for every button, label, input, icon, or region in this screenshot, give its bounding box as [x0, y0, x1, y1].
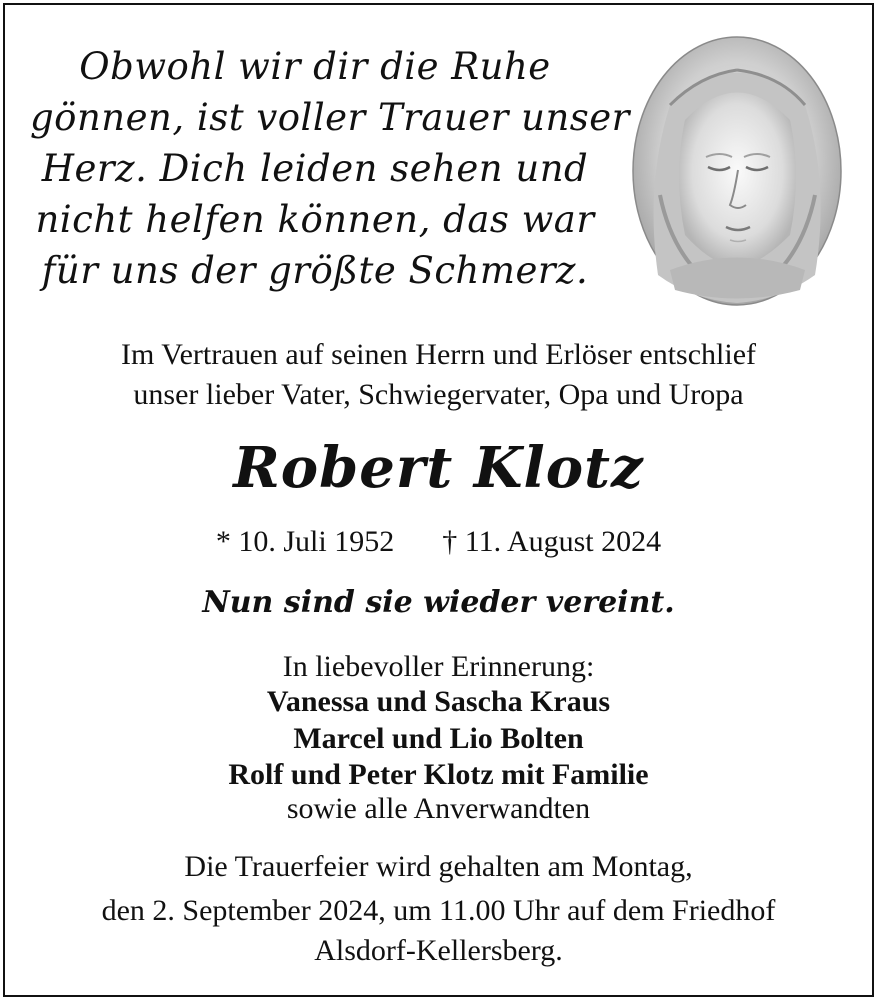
poem-line: Herz. Dich leiden sehen und: [41, 147, 589, 190]
poem: [30, 41, 630, 296]
obituary-notice: [3, 3, 874, 997]
intro-line: Im Vertrauen auf seinen Herrn und Erlöser entschlief: [120, 338, 757, 371]
mourners-heading: In liebevoller Erinnerung:: [282, 650, 595, 683]
service-line: Alsdorf-Kellersberg.: [314, 934, 563, 967]
mourner-name: Rolf und Peter Klotz mit Familie: [228, 758, 649, 791]
intro-line: unser lieber Vater, Schwiegervater, Opa und Uropa: [133, 378, 744, 411]
service-line: den 2. September 2024, um 11.00 Uhr auf dem Friedhof: [101, 894, 776, 927]
mourners-closing: sowie alle Anverwandten: [286, 792, 591, 825]
deceased-name: Robert Klotz: [233, 435, 644, 501]
birth-date: * 10. Juli 1952: [215, 525, 395, 558]
mourner-name: Marcel und Lio Bolten: [293, 722, 584, 755]
poem-line: Obwohl wir dir die Ruhe: [79, 45, 551, 88]
mourner-name: Vanessa und Sascha Kraus: [266, 685, 611, 718]
motto: Nun sind sie wieder vereint.: [202, 585, 675, 620]
service-line: Die Trauerfeier wird gehalten am Montag,: [184, 850, 693, 883]
poem-line: nicht helfen können, das war: [35, 198, 595, 241]
death-date: † 11. August 2024: [442, 525, 662, 558]
poem-line: für uns der größte Schmerz.: [41, 249, 589, 292]
madonna-relief-icon: [630, 35, 845, 307]
life-dates: [5, 525, 872, 559]
poem-line: gönnen, ist voller Trauer unser: [30, 96, 630, 139]
